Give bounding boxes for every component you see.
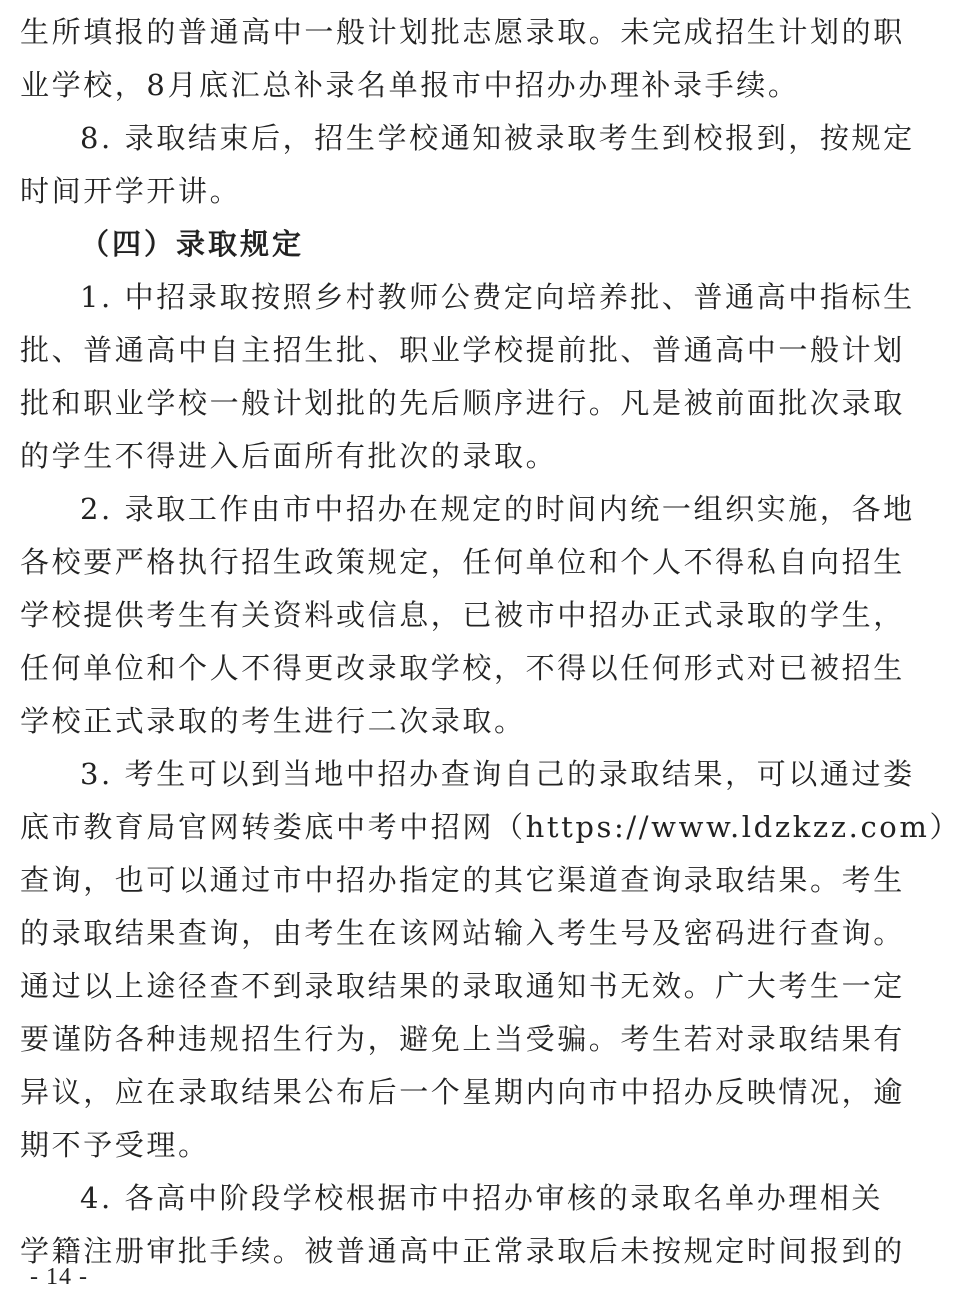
paragraph-rule-1 — [20, 271, 915, 483]
text-line: 期不予受理。 — [20, 1128, 210, 1162]
text-line: 4. 各高中阶段学校根据市中招办审核的录取名单办理相关 — [80, 1181, 884, 1215]
section-heading — [20, 218, 826, 271]
text-line: 2. 录取工作由市中招办在规定的时间内统一组织实施，各地 — [80, 492, 915, 526]
text-line: 学籍注册审批手续。被普通高中正常录取后未按规定时间报到的 — [20, 1234, 905, 1268]
text-line: 的录取结果查询，由考生在该网站输入考生号及密码进行查询。 — [20, 916, 905, 950]
paragraph-continuation — [20, 6, 905, 112]
document-page — [20, 6, 961, 1278]
text-line: 异议，应在录取结果公布后一个星期内向市中招办反映情况，逾 — [20, 1075, 905, 1109]
text-line: 时间开学开讲。 — [20, 174, 242, 208]
text-line: 3. 考生可以到当地中招办查询自己的录取结果，可以通过娄 — [80, 757, 915, 791]
text-line: 各校要严格执行招生政策规定，任何单位和个人不得私自向招生 — [20, 545, 905, 579]
text-line: 批、普通高中自主招生批、职业学校提前批、普通高中一般计划 — [20, 333, 905, 367]
paragraph-item-8 — [20, 112, 915, 218]
paragraph-rule-3 — [20, 748, 961, 1172]
paragraph-rule-2 — [20, 483, 915, 748]
text-line: 的学生不得进入后面所有批次的录取。 — [20, 439, 558, 473]
text-line: 要谨防各种违规招生行为，避免上当受骗。考生若对录取结果有 — [20, 1022, 905, 1056]
page-number: - 14 - — [30, 1264, 88, 1290]
paragraph-rule-4 — [20, 1172, 905, 1278]
text-line: 学校提供考生有关资料或信息，已被市中招办正式录取的学生， — [20, 598, 905, 632]
text-line: 1. 中招录取按照乡村教师公费定向培养批、普通高中指标生 — [80, 280, 915, 314]
text-line: 任何单位和个人不得更改录取学校，不得以任何形式对已被招生 — [20, 651, 905, 685]
text-line: 通过以上途径查不到录取结果的录取通知书无效。广大考生一定 — [20, 969, 905, 1003]
text-line: 生所填报的普通高中一般计划批志愿录取。未完成招生计划的职 — [20, 15, 905, 49]
text-line: 学校正式录取的考生进行二次录取。 — [20, 704, 526, 738]
text-line: 8. 录取结束后，招生学校通知被录取考生到校报到，按规定 — [80, 121, 915, 155]
section-heading-text: （四）录取规定 — [80, 227, 305, 261]
text-line: 批和职业学校一般计划批的先后顺序进行。凡是被前面批次录取 — [20, 386, 905, 420]
text-line-with-url: 底市教育局官网转娄底中考中招网（https://www.ldzkzz.com） — [20, 810, 961, 844]
text-line: 查询，也可以通过市中招办指定的其它渠道查询录取结果。考生 — [20, 863, 905, 897]
text-line: 业学校，8月底汇总补录名单报市中招办办理补录手续。 — [20, 68, 800, 102]
